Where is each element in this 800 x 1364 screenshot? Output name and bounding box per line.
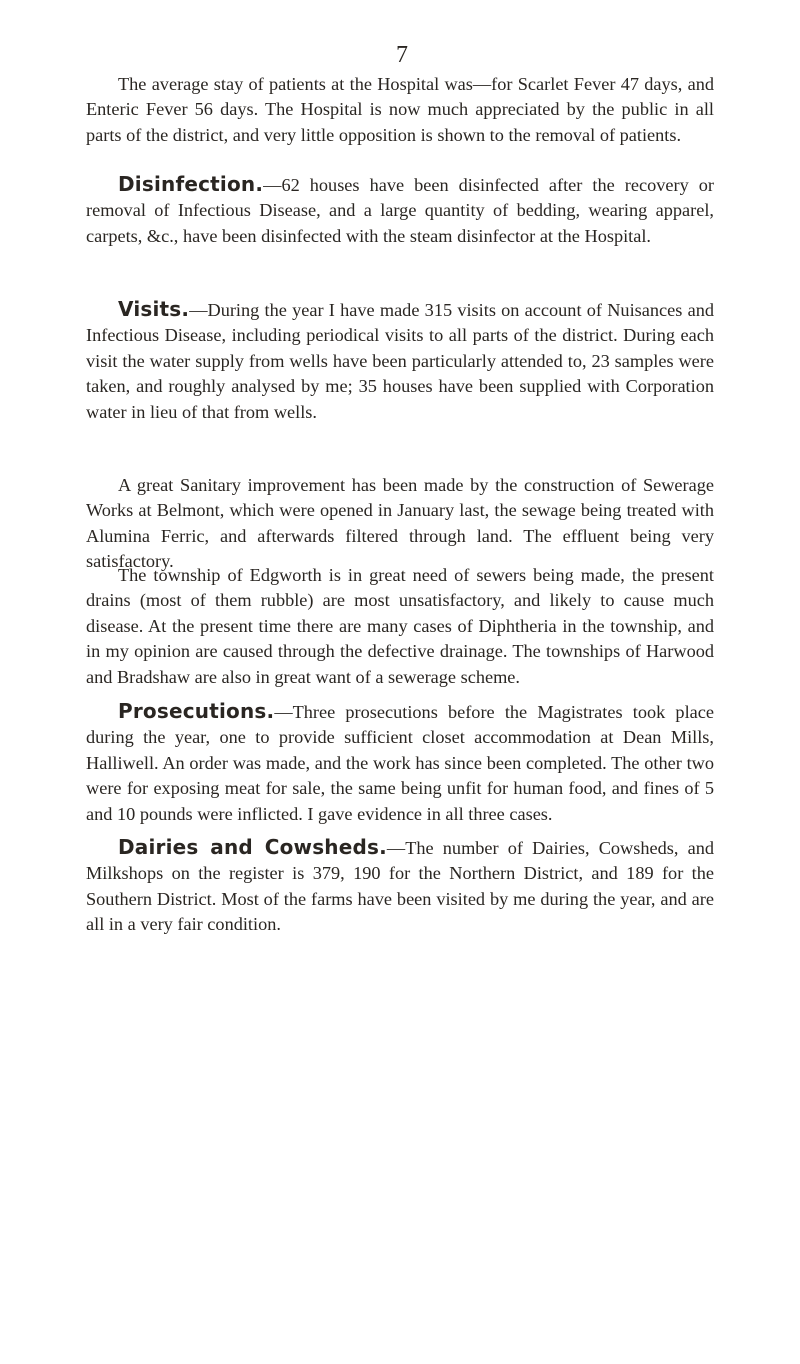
page-number: 7 — [396, 42, 408, 68]
paragraph-edgworth-sewers — [86, 563, 714, 690]
section-heading-prosecutions: Prosecutions. — [118, 699, 275, 723]
paragraph-hospital-stay — [86, 72, 714, 148]
paragraph-text: The average stay of patients at the Hospital was—for Scarlet Fever 47 days, and Enteric Fever 56 days. The Hospital is now much appreciated by the public in all parts of the district, and very little opposition is shown to the removal of patients. — [86, 74, 714, 145]
section-heading-visits: Visits. — [118, 297, 190, 321]
paragraph-text: A great Sanitary improvement has been made by the construction of Sewerage Works at Belmont, which were opened in January last, the sewage being treated with Alumina Ferric, and afterwards filtered through land. The effluent being very satisfactory. — [86, 475, 714, 572]
paragraph-text: —62 houses have been disinfected after the recovery or removal of Infectious Disease, and a large quantity of bedding, wearing apparel, carpets, &c., have been disinfected with the steam disinfector at the Hospital. — [86, 175, 714, 246]
paragraph-visits — [86, 297, 714, 425]
paragraph-text: —During the year I have made 315 visits on account of Nuisances and Infectious Disease, including periodical visits to all parts of the district. During each visit the water supply from wells have been particularly attended to, 23 samples were taken, and roughly analysed by me; 35 houses have been supplied with Corporation water in lieu of that from wells. — [86, 300, 714, 422]
paragraph-text: —The number of Dairies, Cowsheds, and Milkshops on the register is 379, 190 for the Northern District, and 189 for the Southern District. Most of the farms have been visited by me during the year, and are all in a very fair condition. — [86, 838, 714, 935]
paragraph-prosecutions — [86, 699, 714, 827]
paragraph-dairies-cowsheds — [86, 835, 714, 938]
section-heading-disinfection: Disinfection. — [118, 172, 264, 196]
section-heading-dairies-cowsheds: Dairies and Cowsheds. — [118, 835, 387, 859]
paragraph-text: —Three prosecutions before the Magistrates took place during the year, one to provide sufficient closet accommodation at Dean Mills, Halliwell. An order was made, and the work has since been completed. The other two were for exposing meat for sale, the same being unfit for human food, and fines of 5 and 10 pounds were inflicted. I gave evidence in all three cases. — [86, 702, 714, 824]
paragraph-disinfection — [86, 172, 714, 249]
paragraph-text: The township of Edgworth is in great need of sewers being made, the present drains (most of them rubble) are most unsatisfactory, and likely to cause much disease. At the present time there are many cases of Diphtheria in the township, and in my opinion are caused through the defective drainage. The townships of Harwood and Bradshaw are also in great want of a sewerage scheme. — [86, 565, 714, 687]
paragraph-sewerage-works — [86, 473, 714, 575]
